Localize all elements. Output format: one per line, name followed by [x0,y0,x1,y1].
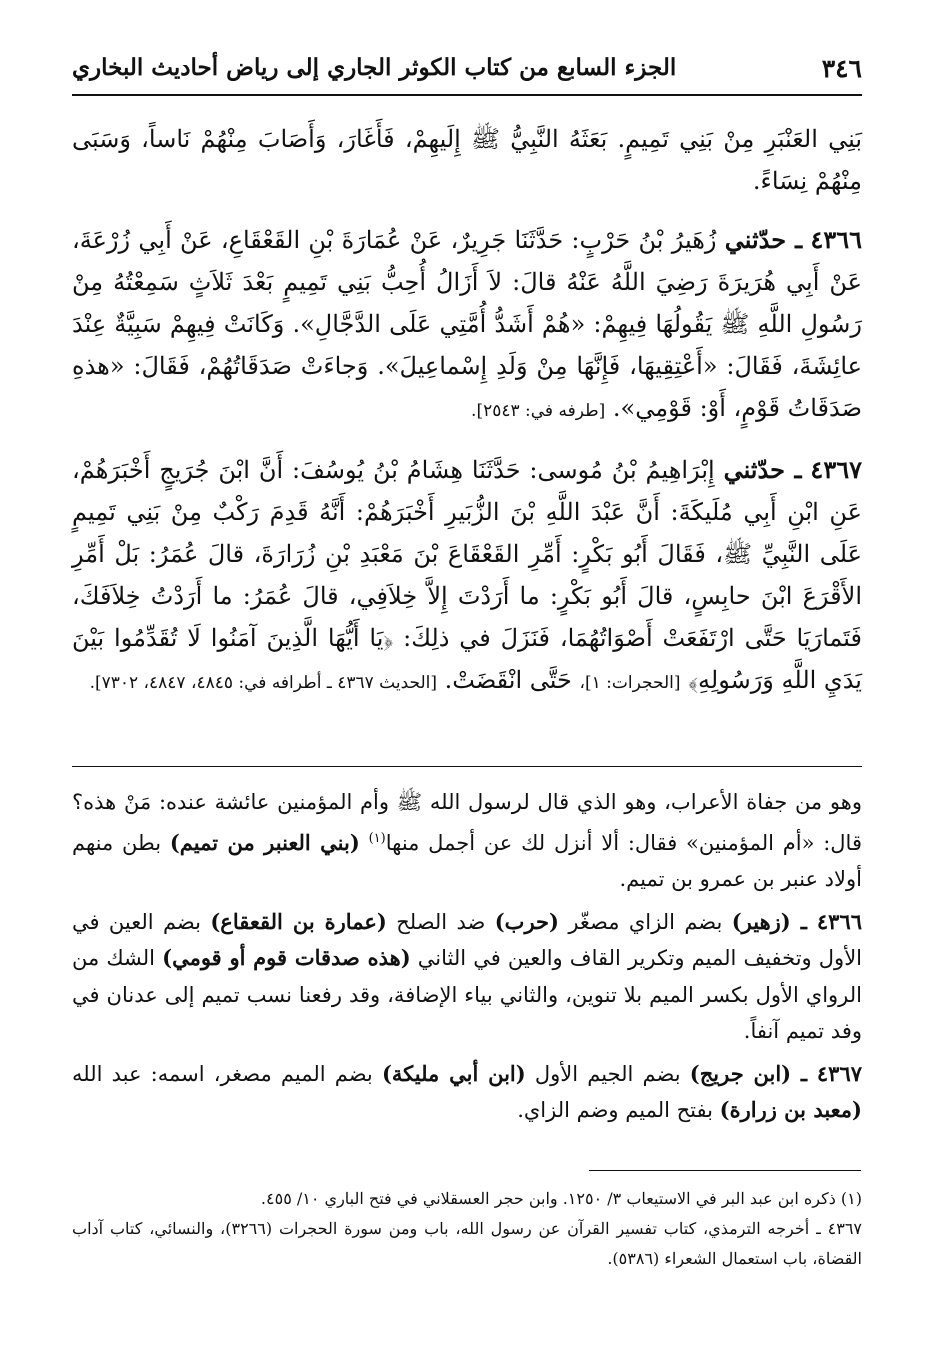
footnote-2: ٤٣٦٧ ـ أخرجه الترمذي، كتاب تفسير القرآن عن رسول الله، باب ومن سورة الحجرات (٣٢٦٦)، والنسائي، كتاب آداب القضاة، باب استعمال الشعراء (٥٣٨٦). [72,1219,862,1268]
commentary-term: (زهير) [731,908,791,934]
main-divider [72,766,862,767]
hadith-tail: حَتَّى انْقَضَتْ. [444,666,572,694]
commentary-term: (حرب) [494,908,559,934]
commentary-4367: ٤٣٦٧ ـ (ابن جريج) بضم الجيم الأول (ابن أبي مليكة) بضم الميم مصغر، اسمه: عبد الله (معبد بن زرارة) بفتح الميم وضم الزاي. [72,1060,863,1122]
hadith-4367: ٤٣٦٧ ـ حدّثني إِبْرَاهِيمُ بْنُ مُوسى: حَدَّثَنَا هِشَامُ بْنُ يُوسُفَ: أَنَّ ابْنَ جُرَيجٍ أَخْبَرَهُمْ، عَنِ ابْنِ أَبِي مُلَيكَةَ: أَنَّ عَبْدَ اللَّهِ بْنَ الزُّبَيرِ أَخْبَرَهُمْ: أَنَّهُ قَدِمَ رَكْبٌ مِنْ بَنِي تَمِيمٍ عَلَى النَّبِيِّ ﷺ، فَقَالَ أَبُو بَكْرٍ: أَمِّرِ القَعْقَاعَ بْنَ مَعْبَدِ بْنِ زُرَارَةَ، قالَ عُمَرُ: بَلْ أَمِّرِ الأَقْرَعَ ابْنَ حابِسٍ، قالَ أَبُو بَكْرٍ: ما أَرَدْتَ إِلاَّ خِلاَفِي، قالَ عُمَرُ: ما أَرَدْتُ خِلاَفَكَ، فَتَمارَيَا حَتَّى ارْتَفَعَتْ أَصْوَاتُهُمَا، فَنَزَلَ في ذلِكَ: ﴿يَا أَيُّهَا الَّذِينَ آمَنُوا لَا تُقَدِّمُوا بَيْنَ يَدَيِ اللَّهِ وَرَسُولِهِ﴾ [الحجرات: ١]، حَتَّى انْقَضَتْ. [الحديث ٤٣٦٧ ـ أطرافه في: ٤٨٤٥، ٤٨٤٧، ٧٣٠٢]. [72,455,862,694]
commentary-intro [72,784,862,898]
commentary-term: (ابن جريج) [689,1060,792,1086]
commentary-number: ٤٣٦٧ [816,1060,863,1086]
hadith-reference: [طرفه في: ٢٥٤٣]. [471,401,606,421]
page-number: ٣٤٦ [821,54,862,83]
hadith-4366: ٤٣٦٦ ـ حدّثني زُهَيرُ بْنُ حَرْبٍ: حَدَّثَنَا جَرِيرٌ، عَنْ عُمَارَةَ بْنِ القَعْقَاعِ، عَنْ أَبِي زُرْعَةَ، عَنْ أَبِي هُرَيرَةَ رَضِيَ اللَّهُ عَنْهُ قالَ: لاَ أَزَالُ أُحِبُّ بَنِي تَمِيمٍ بَعْدَ ثَلاَثٍ سَمِعْتُهُ مِنْ رَسُولِ اللَّهِ ﷺ يَقُولُهَا فِيهِمْ: «هُمْ أَشَدُّ أُمَّتِي عَلَى الدَّجَّالِ». وَكَانَتْ فِيهِمْ سَبِيَّةٌ عِنْدَ عائِشَةَ، فَقَالَ: «أَعْتِقِيهَا، فَإِنَّهَا مِنْ وَلَدِ إِسْماعِيلَ». وَجاءَتْ صَدَقَاتُهُمْ، فَقَالَ: «هذهِ صَدَقَاتُ قَوْمٍ، أَوْ: قَوْمِي». [طرفه في: ٢٥٤٣]. [72,225,862,422]
hadith-lead-word: حدّثني [724,225,787,254]
footnote-divider [589,1170,861,1171]
quran-reference: [الحجرات: ١]، [579,673,681,693]
hadith-number: ٤٣٦٧ [810,455,862,484]
hadith-body: إِبْرَاهِيمُ بْنُ مُوسى: حَدَّثَنَا هِشَامُ بْنُ يُوسُفَ: أَنَّ ابْنَ جُرَيجٍ أَخْبَرَهُمْ، عَنِ ابْنِ أَبِي مُلَيكَةَ: أَنَّ عَبْدَ اللَّهِ بْنَ الزُّبَيرِ أَخْبَرَهُمْ: أَنَّهُ قَدِمَ رَكْبٌ مِنْ بَنِي تَمِيمٍ عَلَى النَّبِيِّ ﷺ، فَقَالَ أَبُو بَكْرٍ: أَمِّرِ القَعْقَاعَ بْنَ مَعْبَدِ بْنِ زُرَارَةَ، قالَ عُمَرُ: بَلْ أَمِّرِ الأَقْرَعَ ابْنَ حابِسٍ، قالَ أَبُو بَكْرٍ: ما أَرَدْتَ إِلاَّ خِلاَفِي، قالَ عُمَرُ: ما أَرَدْتُ خِلاَفَكَ، فَتَمارَيَا حَتَّى ارْتَفَعَتْ أَصْوَاتُهُمَا، فَنَزَلَ في ذلِكَ: ﴿يَا أَيُّهَا الَّذِينَ آمَنُوا لَا تُقَدِّمُوا بَيْنَ يَدَيِ اللَّهِ وَرَسُولِهِ﴾ [72,456,862,694]
commentary-text: بضم العين في الأول وتخفيف الميم وتكرير القاف والعين في الثاني [72,909,863,970]
commentary-number: ٤٣٦٦ [816,908,863,934]
commentary-text: بضم الجيم الأول [534,1061,681,1086]
commentary-term: (معبد بن زرارة) [719,1097,862,1122]
commentary-text: وهو من جفاة الأعراب، وهو الذي قال لرسول الله ﷺ وأم المؤمنين عائشة عنده: مَنْ هذه؟ قال: «أم المؤمنين» فقال: ألا أنزل لك عن أجمل منها [72,790,862,855]
commentary-text: بفتح الميم وضم الزاي. [517,1098,713,1122]
hadith-reference: [الحديث ٤٣٦٧ ـ أطرافه في: ٤٨٤٥، ٤٨٤٧، ٧٣٠٢]. [89,673,437,693]
commentary-text: ضد الصلح [396,909,486,934]
footnotes-section [72,1184,862,1274]
hadith-number: ٤٣٦٦ [810,225,862,254]
hadith-lead-word: حدّثني [723,455,785,484]
commentary-text: بطن منهم أولاد عنبر بن عمرو بن تميم. [72,830,862,891]
commentary-term: (بني العنبر من تميم) [169,829,360,855]
hadith-prev-tail: بَنِي العَنْبَرِ مِنْ بَنِي تَمِيمٍ. بَعَثَهُ النَّبِيُّ ﷺ إِلَيهِمْ، فَأَغَارَ، وَأَصَابَ مِنْهُمْ نَاساً، وَسَبَى مِنْهُمْ نِسَاءً. [72,125,862,195]
page-header [72,44,862,96]
commentary-text: بضم الميم مصغر، اسمه: عبد الله [72,1061,373,1086]
commentary-term: (عمارة بن القعقاع) [210,908,387,934]
commentary-section [72,784,862,1129]
commentary-term: (ابن أبي مليكة) [381,1060,526,1086]
commentary-4366: ٤٣٦٦ ـ (زهير) بضم الزاي مصغّر (حرب) ضد الصلح (عمارة بن القعقاع) بضم العين في الأول وتخفيف الميم وتكرير القاف والعين في الثاني (هذه صدقات قوم أو قومي) الشك من الرواي الأول بكسر الميم بلا تنوين، والثاني بياء الإضافة، وقد رفعنا نسب تميم إلى عدنان في وفد تميم آنفاً. [72,908,863,1043]
commentary-text: الشك من الرواي الأول بكسر الميم بلا تنوين، والثاني بياء الإضافة، وقد رفعنا نسب تميم إلى عدنان في وفد تميم آنفاً. [72,946,862,1043]
footnote-marker: (١) [368,830,386,846]
commentary-term: (هذه صدقات قوم أو قومي) [162,945,411,970]
footnote-1: (١) ذكره ابن عبد البر في الاستيعاب ٣/ ١٢٥٠. وابن حجر العسقلاني في فتح الباري ١٠/ ٤٥٥. [260,1189,862,1208]
running-title: الجزء السابع من كتاب الكوثر الجاري إلى رياض أحاديث البخاري [72,54,677,81]
hadith-text-section [72,118,862,704]
hadith-body: زُهَيرُ بْنُ حَرْبٍ: حَدَّثَنَا جَرِيرٌ، عَنْ عُمَارَةَ بْنِ القَعْقَاعِ، عَنْ أَبِي زُرْعَةَ، عَنْ أَبِي هُرَيرَةَ رَضِيَ اللَّهُ عَنْهُ قالَ: لاَ أَزَالُ أُحِبُّ بَنِي تَمِيمٍ بَعْدَ ثَلاَثٍ سَمِعْتُهُ مِنْ رَسُولِ اللَّهِ ﷺ يَقُولُهَا فِيهِمْ: «هُمْ أَشَدُّ أُمَّتِي عَلَى الدَّجَّالِ». وَكَانَتْ فِيهِمْ سَبِيَّةٌ عِنْدَ عائِشَةَ، فَقَالَ: «أَعْتِقِيهَا، فَإِنَّهَا مِنْ وَلَدِ إِسْماعِيلَ». وَجاءَتْ صَدَقَاتُهُمْ، فَقَالَ: «هذهِ صَدَقَاتُ قَوْمٍ، أَوْ: قَوْمِي». [72,226,862,422]
commentary-text: بضم الزاي مصغّر [568,909,723,934]
